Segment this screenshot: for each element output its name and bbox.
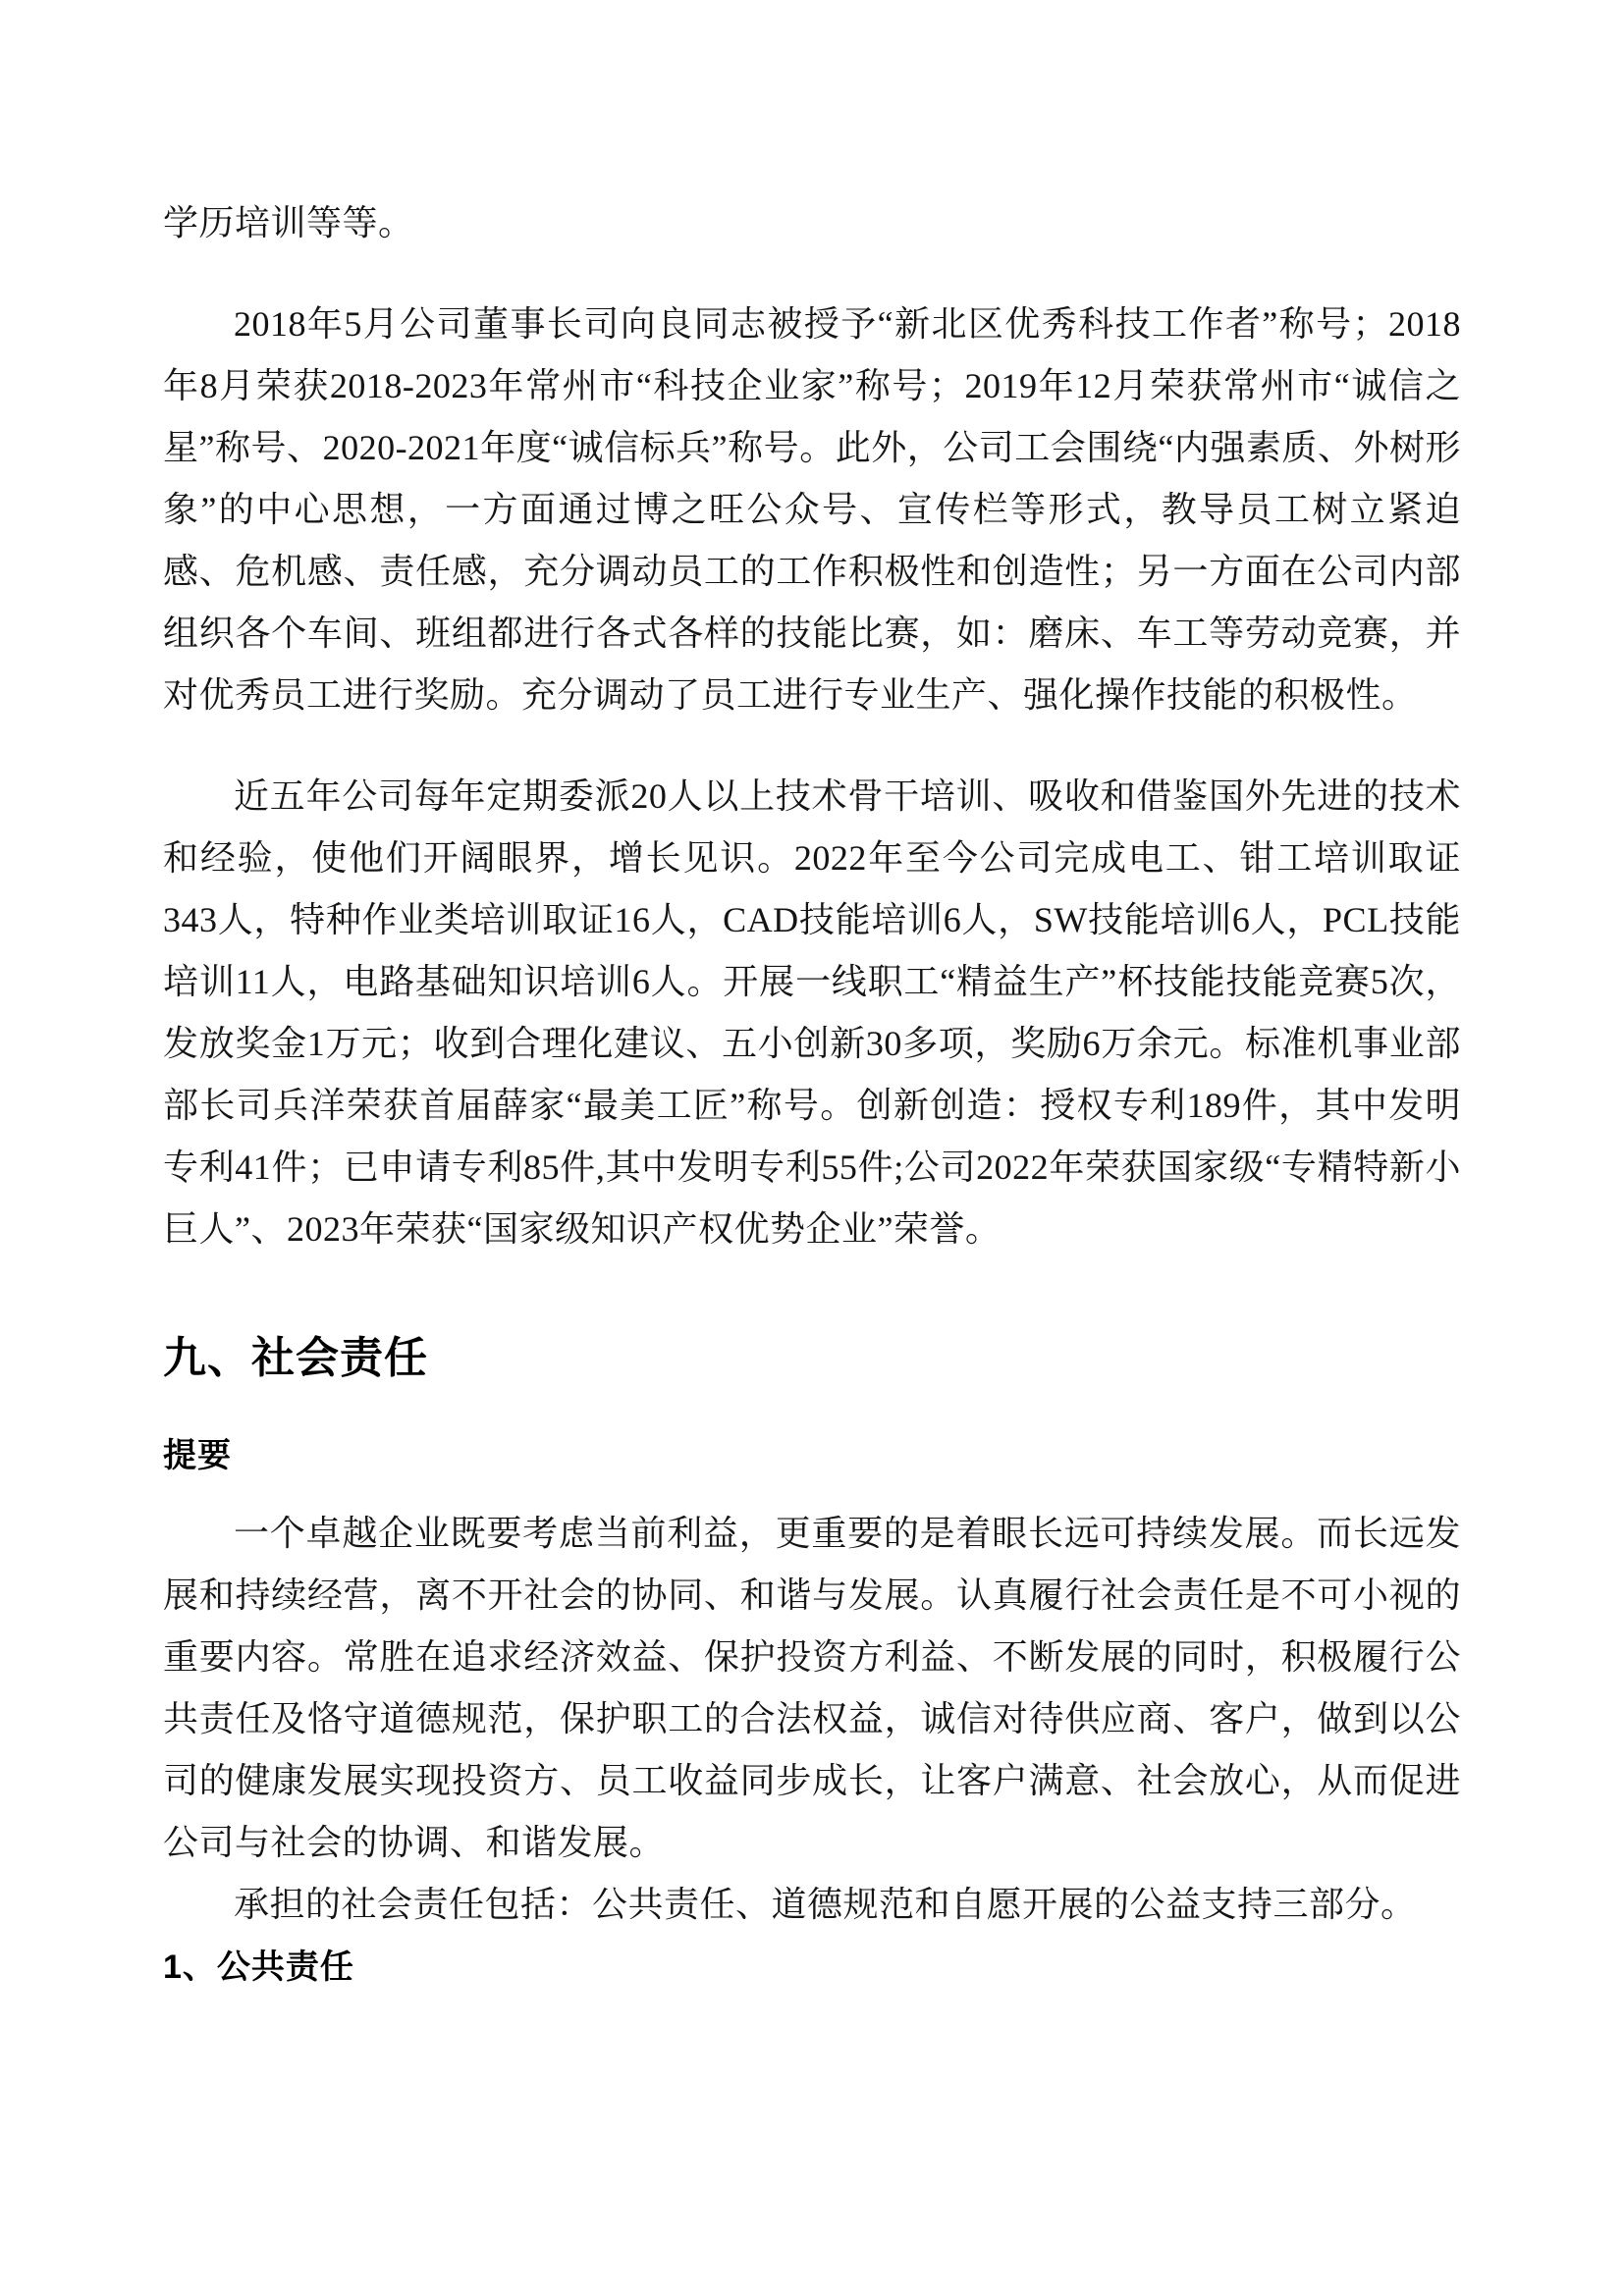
paragraph-social-responsibility-intro: 一个卓越企业既要考虑当前利益，更重要的是着眼长远可持续发展。而长远发展和持续经营，离不开社会的协同、和谐与发展。认真履行社会责任是不可小视的重要内容。常胜在追求经济效益、保护投资方利益、不断发展的同时，积极履行公共责任及恪守道德规范，保护职工的合法权益，诚信对待供应商、客户，做到以公司的健康发展实现投资方、员工收益同步成长，让客户满意、社会放心，从而促进公司与社会的协调、和谐发展。 [163, 1513, 1461, 1862]
paragraph-education-training-continuation: 学历培训等等。 [163, 203, 414, 242]
subheading-public-responsibility: 1、公共责任 [163, 1948, 354, 1986]
paragraph-company-honors: 2018年5月公司董事长司向良同志被授予“新北区优秀科技工作者”称号；2018年8月荣获2018-2023年常州市“科技企业家”称号；2019年12月荣获常州市“诚信之星”称号、2020-2021年度“诚信标兵”称号。此外，公司工会围绕“内强素质、外树形象”的中心思想，一方面通过博之旺公众号、宣传栏等形式，教导员工树立紧迫感、危机感、责任感，充分调动员工的工作积极性和创造性；另一方面在公司内部组织各个车间、班组都进行各式各样的技能比赛，如：磨床、车工等劳动竞赛，并对优秀员工进行奖励。充分调动了员工进行专业生产、强化操作技能的积极性。 [163, 304, 1461, 715]
subheading-summary: 提要 [163, 1436, 232, 1474]
paragraph-responsibility-parts: 承担的社会责任包括：公共责任、道德规范和自愿开展的公益支持三部分。 [234, 1884, 1417, 1924]
paragraph-training-statistics: 近五年公司每年定期委派20人以上技术骨干培训、吸收和借鉴国外先进的技术和经验，使他们开阔眼界，增长见识。2022年至今公司完成电工、钳工培训取证343人，特种作业类培训取证16人，CAD技能培训6人，SW技能培训6人，PCL技能培训11人，电路基础知识培训6人。开展一线职工“精益生产”杯技能技能竞赛5次，发放奖金1万元；收到合理化建议、五小创新30多项，奖励6万余元。标准机事业部部长司兵洋荣获首届薛家“最美工匠”称号。创新创造：授权专利189件，其中发明专利41件；已申请专利85件,其中发明专利55件;公司2022年荣获国家级“专精特新小巨人”、2023年荣获“国家级知识产权优势企业”荣誉。 [163, 776, 1461, 1249]
section-heading-social-responsibility: 九、社会责任 [163, 1334, 428, 1382]
